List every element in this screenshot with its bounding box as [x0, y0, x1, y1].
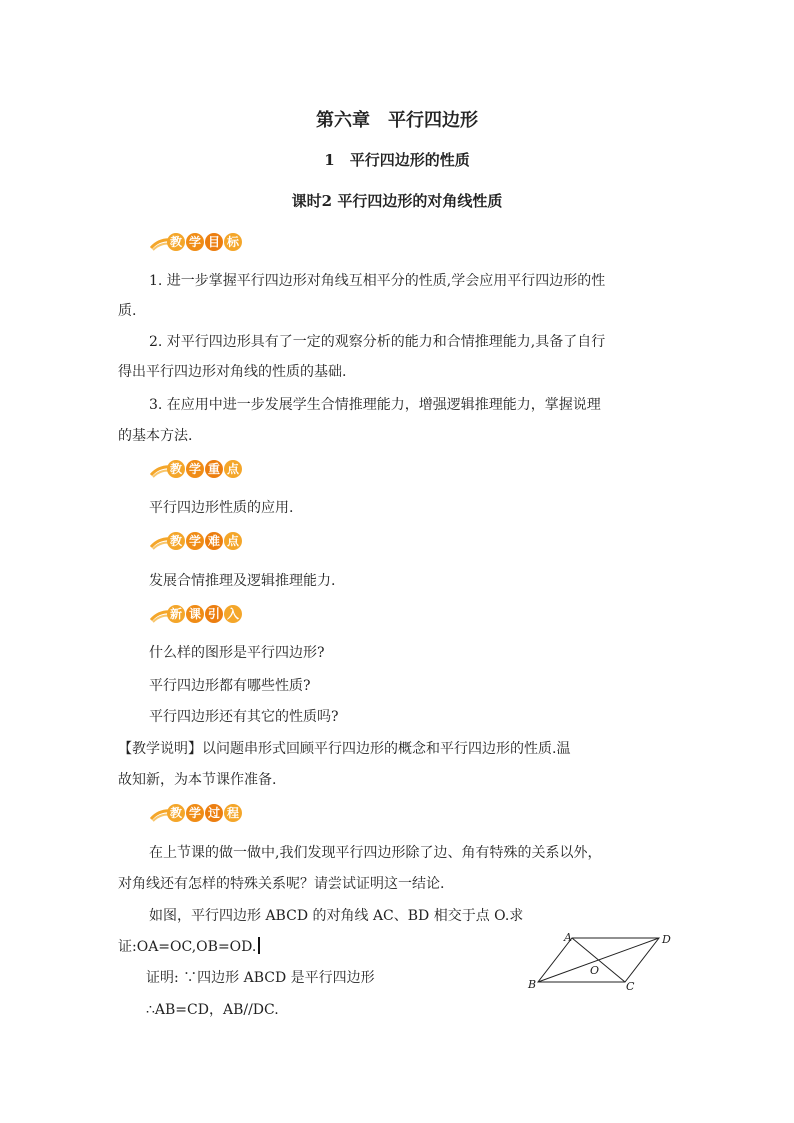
proof-line-1: 证明: ∵四边形 ABCD 是平行四边形	[146, 970, 375, 986]
label-b: B	[528, 978, 537, 991]
goal-3-line-2: 的基本方法.	[118, 428, 193, 444]
badge-char: 引	[205, 605, 223, 623]
badge-char: 学	[186, 460, 204, 478]
intro-question-2: 平行四边形都有哪些性质?	[149, 678, 311, 694]
badge-char: 教	[167, 233, 185, 251]
process-paragraph-1-line-1: 在上节课的做一做中,我们发现平行四边形除了边、角有特殊的关系以外，	[149, 845, 602, 861]
goal-2-line-1: 2. 对平行四边形具有了一定的观察分析的能力和合情推理能力,具备了自行	[149, 334, 606, 350]
badge-char: 程	[224, 804, 242, 822]
intro-question-1: 什么样的图形是平行四边形?	[149, 645, 325, 661]
goal-3-line-1: 3. 在应用中进一步发展学生合情推理能力，增强逻辑推理能力，掌握说理	[149, 397, 601, 413]
badge-char: 重	[205, 460, 223, 478]
badge-char: 教	[167, 460, 185, 478]
badge-char: 学	[186, 233, 204, 251]
chapter-title: 第六章 平行四边形	[316, 110, 478, 131]
badge-char: 教	[167, 532, 185, 550]
problem-statement-text: 证:OA=OC,OB=OD.	[118, 939, 257, 955]
lesson-title: 课时2 平行四边形的对角线性质	[291, 192, 503, 210]
badge-char: 点	[224, 460, 242, 478]
proof-line-2: ∴AB=CD，AB//DC.	[146, 1002, 279, 1018]
parallelogram-figure	[520, 928, 680, 992]
badge-char: 学	[186, 804, 204, 822]
goal-2-line-2: 得出平行四边形对角线的性质的基础.	[118, 364, 347, 380]
teaching-note-line-2: 故知新，为本节课作准备.	[118, 772, 277, 788]
goal-1-line-2: 质.	[118, 303, 137, 319]
section-title: 1 平行四边形的性质	[324, 151, 470, 169]
label-a: A	[564, 931, 572, 944]
difficulties-badge	[150, 532, 262, 554]
key-points-badge	[150, 460, 262, 482]
goal-1-line-1: 1. 进一步掌握平行四边形对角线互相平分的性质,学会应用平行四边形的性	[149, 273, 606, 289]
badge-char: 课	[186, 605, 204, 623]
label-d: D	[662, 933, 671, 946]
label-c: C	[626, 980, 635, 992]
badge-char: 标	[224, 233, 242, 251]
teaching-goals-badge	[150, 233, 262, 255]
badge-char: 新	[167, 605, 185, 623]
new-lesson-intro-badge	[150, 605, 262, 627]
badge-char: 教	[167, 804, 185, 822]
badge-char: 学	[186, 532, 204, 550]
problem-statement-line-1: 如图，平行四边形 ABCD 的对角线 AC、BD 相交于点 O.求	[149, 908, 524, 924]
badge-char: 目	[205, 233, 223, 251]
badge-char: 过	[205, 804, 223, 822]
process-paragraph-1-line-2: 对角线还有怎样的特殊关系呢？请尝试证明这一结论.	[118, 876, 445, 892]
label-o: O	[590, 964, 600, 977]
text-cursor	[258, 937, 260, 954]
teaching-process-badge	[150, 804, 262, 826]
intro-question-3: 平行四边形还有其它的性质吗?	[149, 709, 339, 725]
badge-char: 入	[224, 605, 242, 623]
teaching-note-line-1: 【教学说明】以问题串形式回顾平行四边形的概念和平行四边形的性质.温	[118, 741, 571, 757]
badge-char: 点	[224, 532, 242, 550]
key-points-text: 平行四边形性质的应用.	[149, 500, 294, 516]
badge-char: 难	[205, 532, 223, 550]
difficulties-text: 发展合情推理及逻辑推理能力.	[149, 573, 336, 589]
